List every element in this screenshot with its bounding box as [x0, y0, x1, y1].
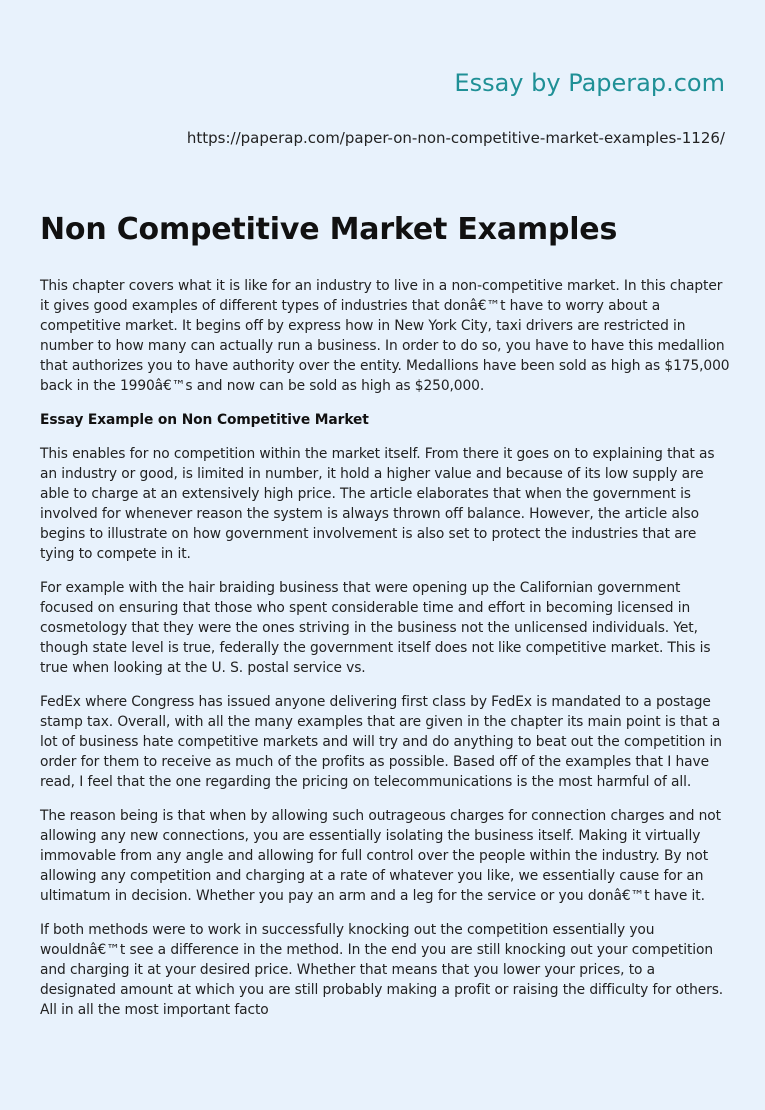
- paragraph-4: FedEx where Congress has issued anyone delivering first class by FedEx is mandated to a postage stamp tax. Overall, with all the many examples that are given in the chapter its main point is that a lot of business hate competitive markets and will try and do anything to beat out the competition in order for them to receive as much of the profits as possible. Based off of the examples that I have read, I feel that the one regarding the pricing on telecommunications is the most harmful of all.: [40, 694, 722, 790]
- paragraph-2: This enables for no competition within the market itself. From there it goes on to explaining that as an industry or good, is limited in number, it hold a higher value and because of its low supply are able to charge at an extensively high price. The article elaborates that when the government is involved for whenever reason the system is always thrown off balance. However, the article also begins to illustrate on how government involvement is also set to protect the industries that are tying to compete in it.: [40, 446, 715, 562]
- page-title: Non Competitive Market Examples: [40, 212, 618, 247]
- paragraph-3: For example with the hair braiding business that were opening up the Californian government focused on ensuring that those who spent considerable time and effort in becoming licensed in cosmetology that they were the ones striving in the business not the unlicensed individuals. Yet, though state level is true, federally the government itself does not like competitive market. This is true when looking at the U. S. postal service vs.: [40, 580, 711, 676]
- essay-example-heading: Essay Example on Non Competitive Market: [40, 412, 369, 428]
- article-body: [40, 276, 730, 1034]
- source-url: https://paperap.com/paper-on-non-competitive-market-examples-1126/: [186, 129, 725, 147]
- paragraph-6: If both methods were to work in successfully knocking out the competition essentially you wouldnâ€™t see a difference in the method. In the end you are still knocking out your competition and charging it at your desired price. Whether that means that you lower your prices, to a designated amount at which you are still probably making a profit or raising the difficulty for others. All in all the most important facto: [40, 922, 724, 1018]
- paragraph-5: The reason being is that when by allowing such outrageous charges for connection charges and not allowing any new connections, you are essentially isolating the business itself. Making it virtually immovable from any angle and allowing for full control over the people within the industry. By not allowing any competition and charging at a rate of whatever you like, we essentially cause for an ultimatum in decision. Whether you pay an arm and a leg for the service or you donâ€™t have it.: [40, 808, 721, 904]
- paragraph-1: This chapter covers what it is like for an industry to live in a non-competitive market. In this chapter it gives good examples of different types of industries that donâ€™t have to worry about a competitive market. It begins off by express how in New York City, taxi drivers are restricted in number to how many can actually run a business. In order to do so, you have to have this medallion that authorizes you to have authority over the entity. Medallions have been sold as high as $175,000 back in the 1990â€™s and now can be sold as high as $250,000.: [40, 278, 730, 394]
- site-brand-link[interactable]: Essay by Paperap.com: [454, 69, 725, 97]
